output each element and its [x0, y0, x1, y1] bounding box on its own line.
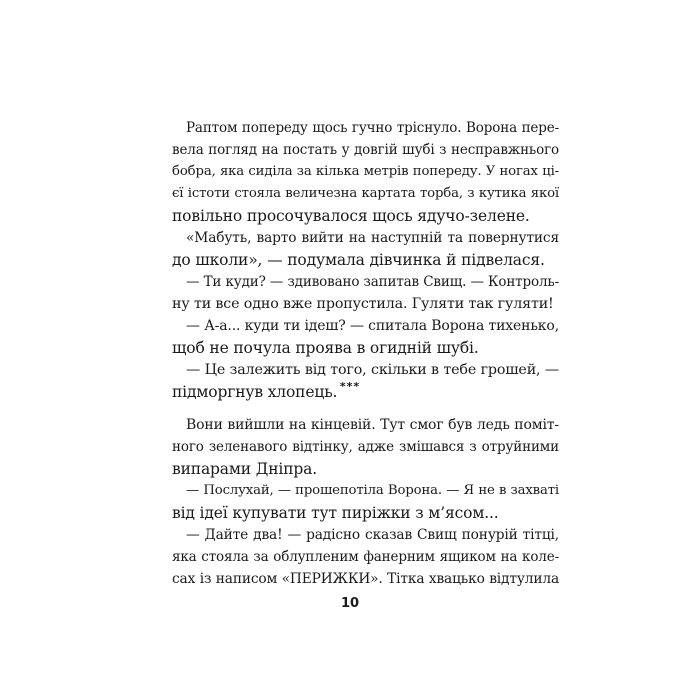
text-line: від ідеї купувати тут пиріжки з м’ясом...	[172, 504, 499, 522]
text-line: сах із написом «ПЕРИЖКИ». Тітка хвацько відтулила	[172, 571, 559, 587]
text-line: ну ти все одно вже пропустила. Гуляти так гуляти!	[172, 296, 554, 312]
text-line: вела погляд на постать у довгій шубі з несправжнього	[172, 142, 559, 158]
section-separator: ***	[339, 380, 361, 393]
text-line: ного зеленавого відтінку, адже змішався з отруйними	[172, 439, 559, 455]
text-line: — Послухай, — прошепотіла Ворона. — Я не в захваті	[186, 483, 559, 498]
text-line: випарами Дніпра.	[172, 460, 318, 478]
text-line: повільно просочувалося щось ядучо-зелене.	[172, 207, 530, 225]
page-number: 10	[340, 596, 360, 611]
text-line: Вони вийшли на кінцевій. Тут смог був ледь поміт-	[186, 417, 559, 433]
text-line: єї істоти стояла величезна картата торба, з кутика якої	[172, 186, 559, 201]
text-line: — Дайте два! — радісно сказав Свищ понурій тітці,	[186, 527, 559, 543]
text-line: до школи», — подумала дівчинка й підвелася.	[172, 251, 545, 269]
text-line: — Ти куди? — здивовано запитав Свищ. — Контроль-	[186, 274, 559, 290]
text-line: підморгнув хлопець.	[172, 383, 338, 401]
text-line: — Це залежить від того, скільки в тебе грошей, —	[186, 362, 559, 378]
text-line: «Мабуть, варто вийти на наступній та повернутися	[186, 230, 559, 246]
text-line: — А-а... куди ти ідеш? — спитала Ворона тихенько,	[186, 318, 559, 334]
text-line: Раптом попереду щось гучно тріснуло. Ворона пере-	[186, 120, 559, 136]
text-line: бобра, яка сиділа за кілька метрів попереду. У ногах ці-	[172, 164, 559, 179]
text-line: яка стояла за облупленим фанерним ящиком на коле-	[172, 549, 559, 565]
text-line: щоб не почула проява в огидній шубі.	[172, 339, 479, 357]
